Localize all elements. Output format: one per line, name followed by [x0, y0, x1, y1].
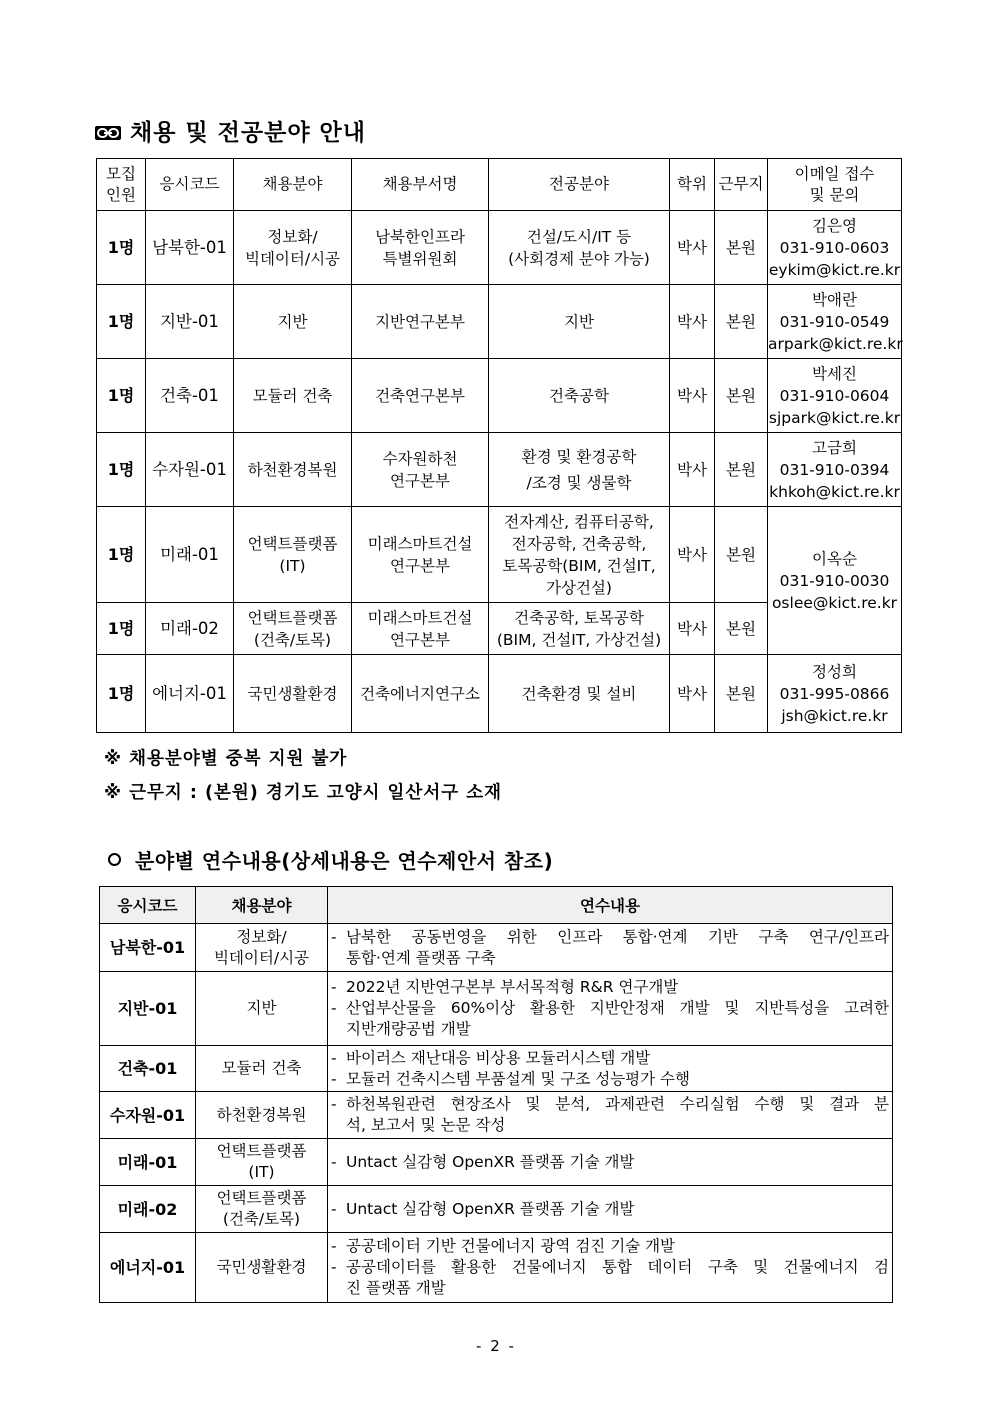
email-link[interactable]: arpark@kict.re.kr [768, 334, 903, 353]
dept-cell: 미래스마트건설 연구본부 [352, 507, 489, 603]
code-cell: 수자원-01 [146, 433, 234, 507]
field-cell: 모듈러 건축 [234, 359, 352, 433]
table-row [97, 433, 902, 507]
count-cell: 1명 [97, 655, 146, 733]
location-cell: 본원 [715, 433, 768, 507]
dept-cell: 지반연구본부 [352, 285, 489, 359]
header-field: 채용분야 [234, 159, 352, 211]
degree-cell: 박사 [670, 285, 715, 359]
field-cell: 하천환경복원 [196, 1092, 328, 1139]
count-cell: 1명 [97, 507, 146, 603]
content-cell: - Untact 실감형 OpenXR 플랫폼 기술 개발 [328, 1139, 893, 1186]
training-table [99, 886, 893, 1303]
code-cell: 지반-01 [100, 972, 196, 1046]
count-cell: 1명 [97, 433, 146, 507]
header-dept: 채용부서명 [352, 159, 489, 211]
degree-cell: 박사 [670, 211, 715, 285]
count-cell: 1명 [97, 211, 146, 285]
header-major: 전공분야 [489, 159, 670, 211]
contact-cell: 고금희 031-910-0394 khkoh@kict.re.kr [768, 433, 902, 507]
email-link[interactable]: jsh@kict.re.kr [781, 706, 888, 725]
count-cell: 1명 [97, 359, 146, 433]
table-row [100, 1233, 893, 1303]
email-link[interactable]: oslee@kict.re.kr [771, 593, 898, 612]
field-cell: 지반 [234, 285, 352, 359]
header-location: 근무지 [715, 159, 768, 211]
code-cell: 미래-01 [100, 1139, 196, 1186]
code-cell: 수자원-01 [100, 1092, 196, 1139]
content-cell: - Untact 실감형 OpenXR 플랫폼 기술 개발 [328, 1186, 893, 1233]
table-row [97, 211, 902, 285]
field-cell: 언택트플랫폼 (건축/토목) [196, 1186, 328, 1233]
field-cell: 언택트플랫폼 (IT) [196, 1139, 328, 1186]
table-row [100, 1046, 893, 1092]
header-code: 응시코드 [146, 159, 234, 211]
field-cell: 국민생활환경 [196, 1233, 328, 1303]
degree-cell: 박사 [670, 507, 715, 603]
section-title-text: 분야별 연수내용(상세내용은 연수제안서 참조) [135, 849, 554, 873]
major-cell: 건축공학, 토목공학 (BIM, 건설IT, 가상건설) [489, 603, 670, 655]
field-cell: 언택트플랫폼 (IT) [234, 507, 352, 603]
location-cell: 본원 [715, 211, 768, 285]
field-cell: 국민생활환경 [234, 655, 352, 733]
major-cell: 건축공학 [489, 359, 670, 433]
code-cell: 남북한-01 [146, 211, 234, 285]
table-row [100, 1186, 893, 1233]
location-cell: 본원 [715, 285, 768, 359]
location-cell: 본원 [715, 603, 768, 655]
contact-cell: 박애란 031-910-0549 arpark@kict.re.kr [768, 285, 902, 359]
header-count: 모집 인원 [97, 159, 146, 211]
contact-cell: 이옥순 031-910-0030 oslee@kict.re.kr [768, 507, 902, 655]
code-cell: 에너지-01 [146, 655, 234, 733]
degree-cell: 박사 [670, 433, 715, 507]
degree-cell: 박사 [670, 359, 715, 433]
location-cell: 본원 [715, 359, 768, 433]
field-cell: 하천환경복원 [234, 433, 352, 507]
table-row [100, 1092, 893, 1139]
code-cell: 지반-01 [146, 285, 234, 359]
email-link[interactable]: sjpark@kict.re.kr [768, 408, 901, 427]
code-cell: 건축-01 [146, 359, 234, 433]
major-cell: 환경 및 환경공학 /조경 및 생물학 [489, 433, 670, 507]
page-number: - 2 - [476, 1337, 516, 1355]
location-cell: 본원 [715, 655, 768, 733]
code-cell: 미래-02 [146, 603, 234, 655]
content-cell: - 공공데이터 기반 건물에너지 광역 검진 기술 개발 - 공공데이터를 활용한 건물에너지 통합 데이터 구축 및 건물에너지 검 진 플랫폼 개발 [328, 1233, 893, 1303]
field-cell: 언택트플랫폼 (건축/토목) [234, 603, 352, 655]
major-cell: 전자계산, 컴퓨터공학, 전자공학, 건축공학, 토목공학(BIM, 건설IT, 가상건설) [489, 507, 670, 603]
email-link[interactable]: khkoh@kict.re.kr [769, 482, 900, 501]
section-title-recruitment [94, 114, 366, 147]
circle-bullet-icon [108, 853, 121, 866]
dept-cell: 건축연구본부 [352, 359, 489, 433]
email-link[interactable]: eykim@kict.re.kr [768, 260, 901, 279]
count-cell: 1명 [97, 603, 146, 655]
header-content: 연수내용 [328, 887, 893, 924]
content-cell: - 바이러스 재난대응 비상용 모듈러시스템 개발 - 모듈러 건축시스템 부품설계 및 구조 성능평가 수행 [328, 1046, 893, 1092]
header-degree: 학위 [670, 159, 715, 211]
table-header-row [97, 159, 902, 211]
header-field: 채용분야 [196, 887, 328, 924]
section-title-training [108, 845, 553, 874]
table-row [100, 924, 893, 972]
dept-cell: 미래스마트건설 연구본부 [352, 603, 489, 655]
note-location: ※ 근무지 : (본원) 경기도 고양시 일산서구 소재 [104, 783, 503, 803]
field-cell: 정보화/ 빅데이터/시공 [234, 211, 352, 285]
contact-cell: 박세진 031-910-0604 sjpark@kict.re.kr [768, 359, 902, 433]
table-row [100, 972, 893, 1046]
recruitment-table [96, 158, 902, 733]
major-cell: 건설/도시/IT 등 (사회경제 분야 가능) [489, 211, 670, 285]
major-cell: 건축환경 및 설비 [489, 655, 670, 733]
header-contact: 이메일 접수 및 문의 [768, 159, 902, 211]
dept-cell: 남북한인프라 특별위원회 [352, 211, 489, 285]
header-code: 응시코드 [100, 887, 196, 924]
field-cell: 모듈러 건축 [196, 1046, 328, 1092]
degree-cell: 박사 [670, 603, 715, 655]
table-row [97, 655, 902, 733]
table-row [97, 359, 902, 433]
dept-cell: 수자원하천 연구본부 [352, 433, 489, 507]
table-row [97, 507, 902, 603]
table-row [100, 1139, 893, 1186]
field-cell: 정보화/ 빅데이터/시공 [196, 924, 328, 972]
link-icon [94, 122, 122, 140]
field-cell: 지반 [196, 972, 328, 1046]
location-cell: 본원 [715, 507, 768, 603]
code-cell: 건축-01 [100, 1046, 196, 1092]
major-cell: 지반 [489, 285, 670, 359]
table-row [97, 285, 902, 359]
dept-cell: 건축에너지연구소 [352, 655, 489, 733]
code-cell: 남북한-01 [100, 924, 196, 972]
contact-cell: 정성희 031-995-0866 jsh@kict.re.kr [768, 655, 902, 733]
count-cell: 1명 [97, 285, 146, 359]
content-cell: - 2022년 지반연구본부 부서목적형 R&R 연구개발 - 산업부산물을 60%이상 활용한 지반안정재 개발 및 지반특성을 고려한 지반개량공법 개발 [328, 972, 893, 1046]
section-title-text: 채용 및 전공분야 안내 [130, 120, 366, 146]
degree-cell: 박사 [670, 655, 715, 733]
content-cell: - 하천복원관련 현장조사 및 분석, 과제관련 수리실험 수행 및 결과 분 석, 보고서 및 논문 작성 [328, 1092, 893, 1139]
code-cell: 미래-02 [100, 1186, 196, 1233]
code-cell: 미래-01 [146, 507, 234, 603]
table-header-row [100, 887, 893, 924]
content-cell: - 남북한 공동번영을 위한 인프라 통합·연계 기반 구축 연구/인프라 통합·연계 플랫폼 구축 [328, 924, 893, 972]
code-cell: 에너지-01 [100, 1233, 196, 1303]
note-no-duplicate: ※ 채용분야별 중복 지원 불가 [104, 749, 348, 769]
contact-cell: 김은영 031-910-0603 eykim@kict.re.kr [768, 211, 902, 285]
